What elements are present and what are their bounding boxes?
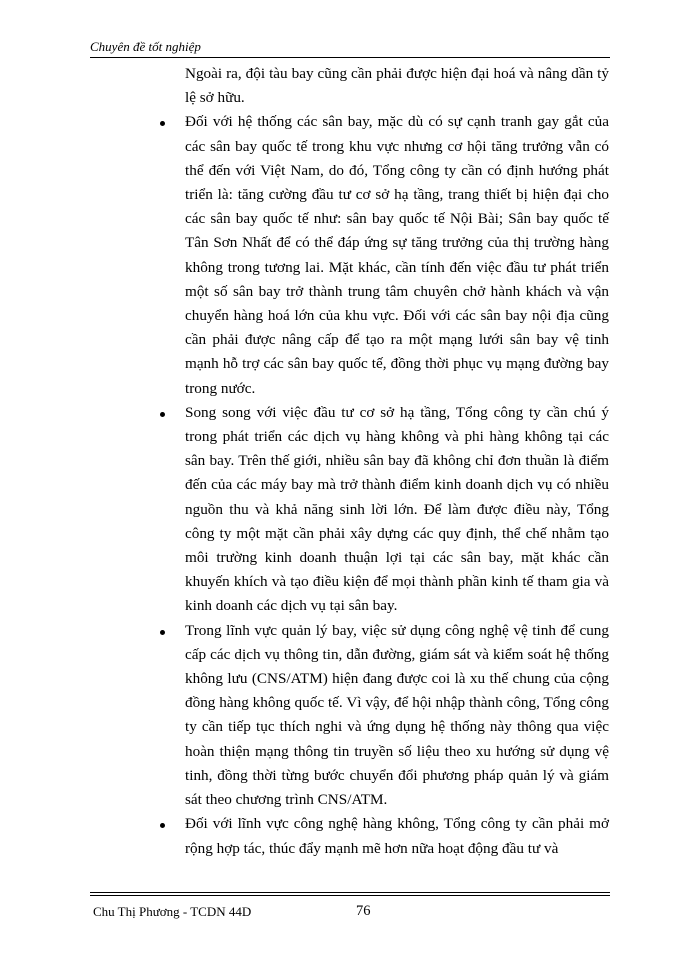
page-header-title: Chuyên đề tốt nghiệp — [90, 39, 201, 54]
bullet-icon — [160, 823, 165, 828]
header-divider — [90, 57, 610, 58]
paragraph-text: Đối với hệ thống các sân bay, mặc dù có sự cạnh tranh gay gắt của các sân bay quốc tế trong khu vực nhưng cơ hội tăng trưởng vẫn có thể đến với Việt Nam, do đó, Tổng công ty cần có định hướng phát triển là: tăng cường đầu tư cơ sở hạ tầng, trang thiết bị hiện đại cho các sân bay quốc tế như: sân bay quốc tế Nội Bài; Sân bay quốc tế Tân Sơn Nhất để có thể đáp ứng sự tăng trưởng của thị trường hàng không trong tương lai. Mặt khác, cần tính đến việc đầu tư phát triển một số sân bay trở thành trung tâm chuyên chở hành khách và vận chuyển hàng hoá lớn của khu vực. Đối với các sân bay nội địa cũng cần phải được nâng cấp để tạo ra một mạng lưới sân bay vệ tinh mạnh hỗ trợ các sân bay quốc tế, đồng thời phục vụ mạng đường bay trong nước. — [185, 113, 609, 397]
bullet-icon — [160, 630, 165, 635]
paragraph-text: Đối với lĩnh vực công nghệ hàng không, Tổng công ty cần phải mở rộng hợp tác, thúc đẩy mạnh mẽ hơn nữa hoạt động đầu tư và — [185, 815, 609, 857]
paragraph-text: Song song với việc đầu tư cơ sở hạ tầng, Tổng công ty cần chú ý trong phát triển các dịch vụ hàng không và phi hàng không tại các sân bay. Trên thế giới, nhiều sân bay đã không chỉ đơn thuần là điểm đến của các máy bay mà trở thành điểm kinh doanh dịch vụ có nhiều nguồn thu và khả năng sinh lời lớn. Để làm được điều này, Tổng công ty một mặt cần phải xây dựng các quy định, thể chế nhằm tạo môi trường kinh doanh thuận lợi tại các sân bay, mặt khác cần khuyến khích và tạo điều kiện để mọi thành phần kinh tế tham gia và kinh doanh các dịch vụ tại sân bay. — [185, 403, 609, 615]
bullet-paragraph-flight-management — [157, 619, 609, 813]
bullet-icon — [160, 412, 165, 417]
paragraph-text: Ngoài ra, đội tàu bay cũng cần phải được hiện đại hoá và nâng dần tỷ lệ sở hữu. — [185, 65, 609, 107]
footer-divider-second — [90, 895, 610, 896]
paragraph-text: Trong lĩnh vực quản lý bay, việc sử dụng công nghệ vệ tinh để cung cấp các dịch vụ thông tin, dẫn đường, giám sát và kiểm soát hệ thống không lưu (CNS/ATM) hiện đang được coi là xu thế chung của cộng đồng hàng không quốc tế. Vì vậy, để hội nhập thành công, Tổng công ty cần tiếp tục thích nghi và ứng dụng hệ thống này thông qua việc hoàn thiện mạng thông tin truyền số liệu theo xu hướng sử dụng vệ tinh, đồng thời từng bước chuyển đổi phương pháp quản lý và giám sát theo chương trình CNS/ATM. — [185, 621, 609, 809]
bullet-paragraph-airports — [157, 110, 609, 400]
bullet-paragraph-services — [157, 401, 609, 619]
footer-divider — [90, 892, 610, 893]
document-body — [157, 62, 609, 861]
page-number: 76 — [356, 903, 371, 919]
bullet-paragraph-technology — [157, 812, 609, 860]
paragraph-continuation — [157, 62, 609, 110]
bullet-icon — [160, 121, 165, 126]
footer-author: Chu Thị Phương - TCDN 44D — [93, 904, 252, 919]
